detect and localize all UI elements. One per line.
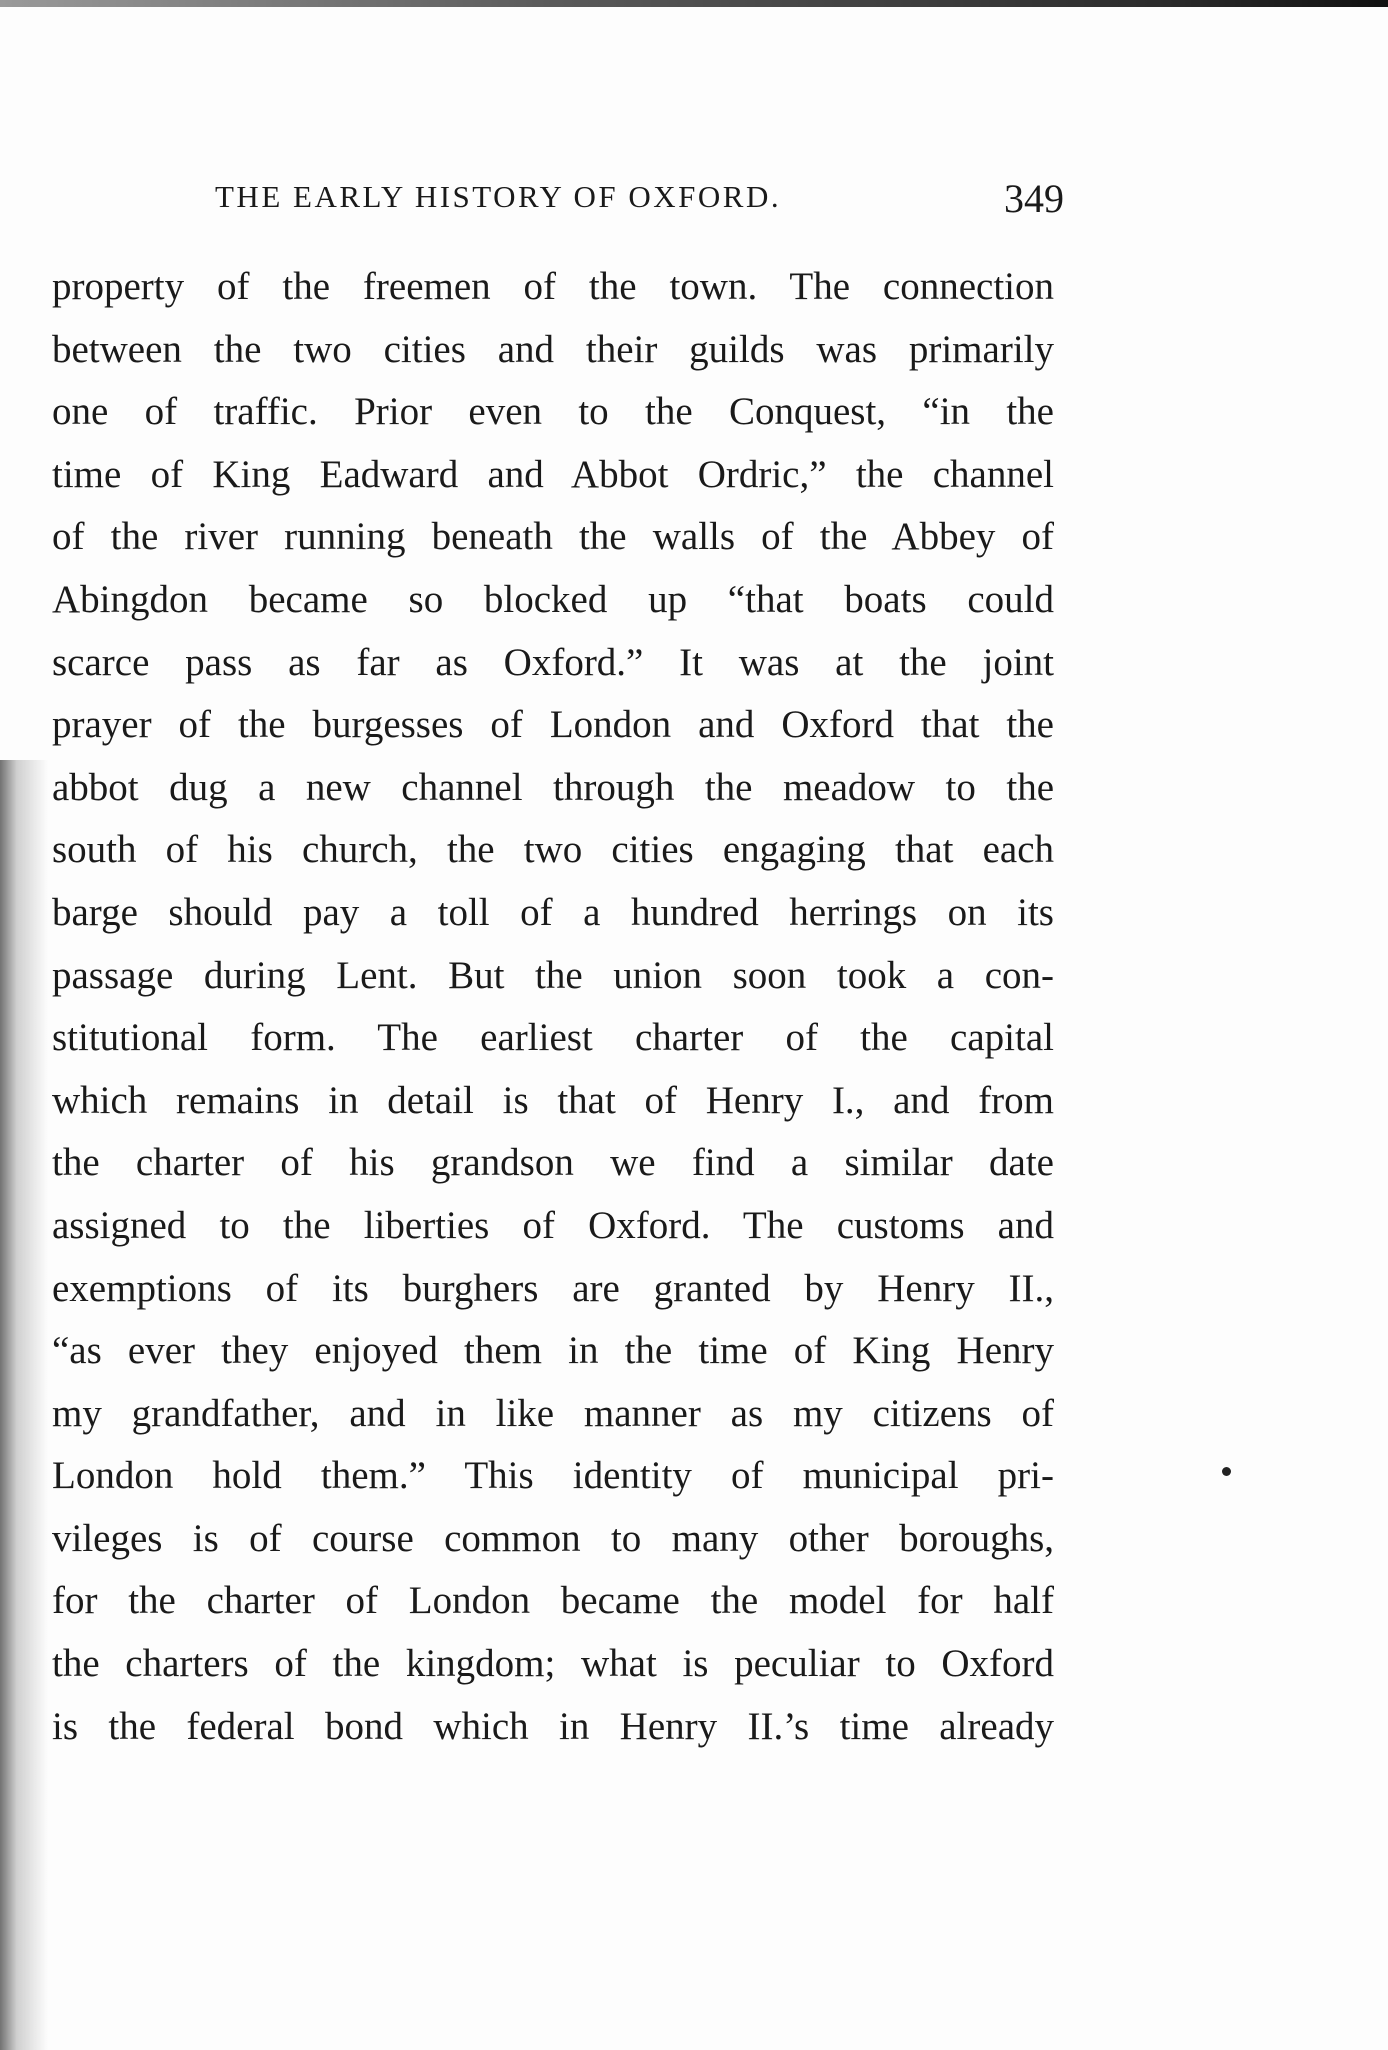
text-line: “as ever they enjoyed them in the time of King Henry: [52, 1329, 1054, 1373]
text-line: vileges is of course common to many other boroughs,: [52, 1516, 1054, 1560]
running-title: THE EARLY HISTORY OF OXFORD.: [215, 179, 782, 214]
ink-speck: [1222, 1467, 1231, 1476]
text-line: which remains in detail is that of Henry I., and from: [52, 1078, 1054, 1122]
text-line: assigned to the liberties of Oxford. The customs and: [52, 1203, 1054, 1247]
text-line: stitutional form. The earliest charter of the capital: [52, 1016, 1054, 1060]
page-top-edge: [0, 0, 1388, 7]
text-line: Abingdon became so blocked up “that boats could: [52, 577, 1054, 621]
text-line: scarce pass as far as Oxford.” It was at the joint: [52, 640, 1054, 684]
text-line: property of the freemen of the town. The connection: [52, 265, 1054, 308]
text-line: one of traffic. Prior even to the Conquest, “in the: [52, 390, 1054, 434]
text-line: the charter of his grandson we find a similar date: [52, 1141, 1054, 1185]
text-line: abbot dug a new channel through the meadow to the: [52, 765, 1054, 809]
text-line: for the charter of London became the model for half: [52, 1579, 1054, 1623]
text-line: barge should pay a toll of a hundred herrings on its: [52, 890, 1054, 934]
text-line: my grandfather, and in like manner as my citizens of: [52, 1391, 1054, 1435]
text-line: time of King Eadward and Abbot Ordric,” the channel: [52, 452, 1054, 496]
running-head: [215, 175, 1080, 225]
binding-shadow: [0, 760, 48, 2050]
text-line: London hold them.” This identity of municipal pri-: [52, 1454, 1054, 1498]
body-text: [52, 256, 1054, 1758]
text-line: exemptions of its burghers are granted by Henry II.,: [52, 1266, 1054, 1310]
text-line: passage during Lent. But the union soon took a con-: [52, 953, 1054, 997]
text-line: the charters of the kingdom; what is peculiar to Oxford: [52, 1642, 1054, 1686]
text-line: is the federal bond which in Henry II.’s time already: [52, 1704, 1054, 1748]
page-number: 349: [1004, 176, 1064, 221]
text-line: south of his church, the two cities engaging that each: [52, 828, 1054, 872]
text-line: of the river running beneath the walls of the Abbey of: [52, 515, 1054, 559]
text-line: between the two cities and their guilds was primarily: [52, 327, 1054, 371]
text-line: prayer of the burgesses of London and Oxford that the: [52, 703, 1054, 747]
